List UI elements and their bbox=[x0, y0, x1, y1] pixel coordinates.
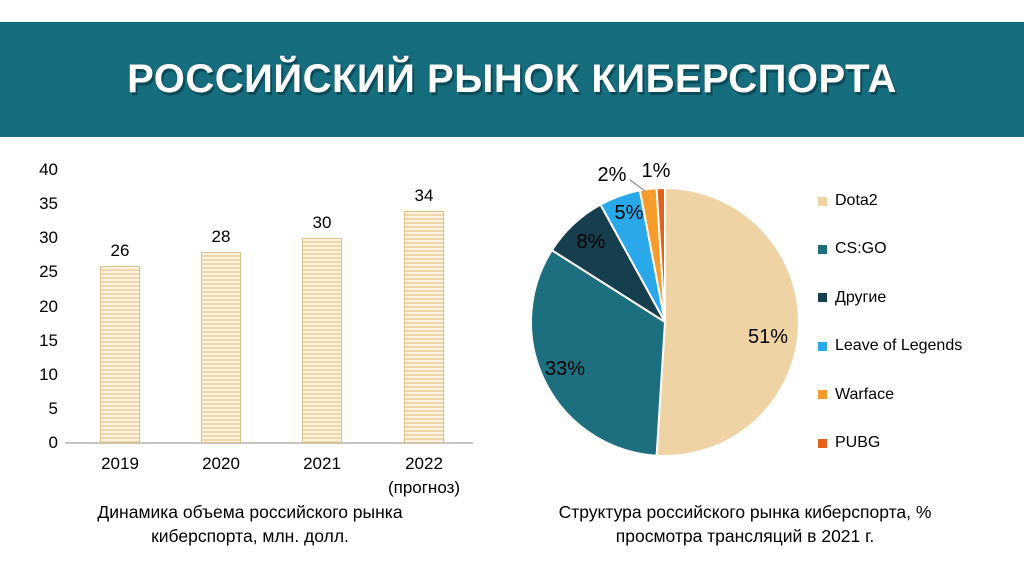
pie-percent-label: 5% bbox=[614, 202, 644, 224]
bar-value-label: 28 bbox=[211, 226, 231, 246]
legend-label: Leave of Legends bbox=[835, 337, 963, 355]
y-axis-tick-label: 0 bbox=[48, 433, 58, 452]
x-category-label: 2019 bbox=[101, 454, 139, 473]
legend-label: Другие bbox=[835, 288, 887, 306]
legend-item bbox=[818, 237, 887, 261]
x-category-label: 2022 (прогноз) bbox=[369, 452, 479, 500]
pie-percent-label: 1% bbox=[641, 160, 671, 182]
legend-item bbox=[818, 189, 878, 213]
y-axis-tick-label: 35 bbox=[39, 194, 58, 214]
legend-item bbox=[818, 334, 962, 358]
legend-label: PUBG bbox=[835, 434, 881, 451]
slide-title: РОССИЙСКИЙ РЫНОК КИБЕРСПОРТА bbox=[127, 57, 897, 101]
y-axis-tick-label: 25 bbox=[39, 262, 58, 282]
x-category-label: 2021 bbox=[303, 454, 341, 473]
legend-swatch-icon bbox=[818, 439, 827, 448]
y-axis-tick-label: 30 bbox=[39, 228, 58, 248]
legend-label: Dota2 bbox=[835, 192, 878, 209]
x-category-label: 2020 bbox=[202, 454, 240, 473]
y-axis-tick-label: 20 bbox=[39, 296, 58, 316]
x-category-sublabel: (прогноз) bbox=[387, 478, 461, 497]
bar-value-label: 30 bbox=[312, 213, 332, 233]
pie-percent-label: 51% bbox=[747, 326, 789, 348]
pie-percent-label: 2% bbox=[597, 164, 627, 186]
legend-swatch-icon bbox=[818, 197, 827, 206]
bar-chart-caption: Динамика объема российского рынка киберспорта, млн. долл. bbox=[97, 502, 403, 546]
pie-chart-caption: Структура российского рынка киберспорта, % просмотра трансляций в 2021 г. bbox=[558, 502, 932, 546]
legend-item bbox=[818, 431, 880, 455]
legend-swatch-icon bbox=[818, 245, 827, 254]
legend-label: CS:GO bbox=[835, 240, 887, 258]
bar-value-label: 34 bbox=[414, 185, 434, 205]
bar-value-label: 26 bbox=[110, 240, 130, 260]
y-axis-tick-label: 5 bbox=[48, 398, 58, 418]
legend-label: Warface bbox=[835, 385, 894, 403]
legend-item bbox=[818, 383, 894, 407]
pie-percent-label: 33% bbox=[544, 358, 586, 380]
legend-swatch-icon bbox=[818, 342, 827, 351]
y-axis-tick-label: 40 bbox=[39, 160, 58, 179]
legend-item bbox=[818, 286, 886, 310]
y-axis-tick-label: 10 bbox=[39, 364, 58, 384]
pie-percent-label: 8% bbox=[576, 231, 606, 253]
y-axis-tick-label: 15 bbox=[39, 330, 58, 350]
legend-swatch-icon bbox=[818, 293, 827, 302]
legend-swatch-icon bbox=[818, 390, 827, 399]
